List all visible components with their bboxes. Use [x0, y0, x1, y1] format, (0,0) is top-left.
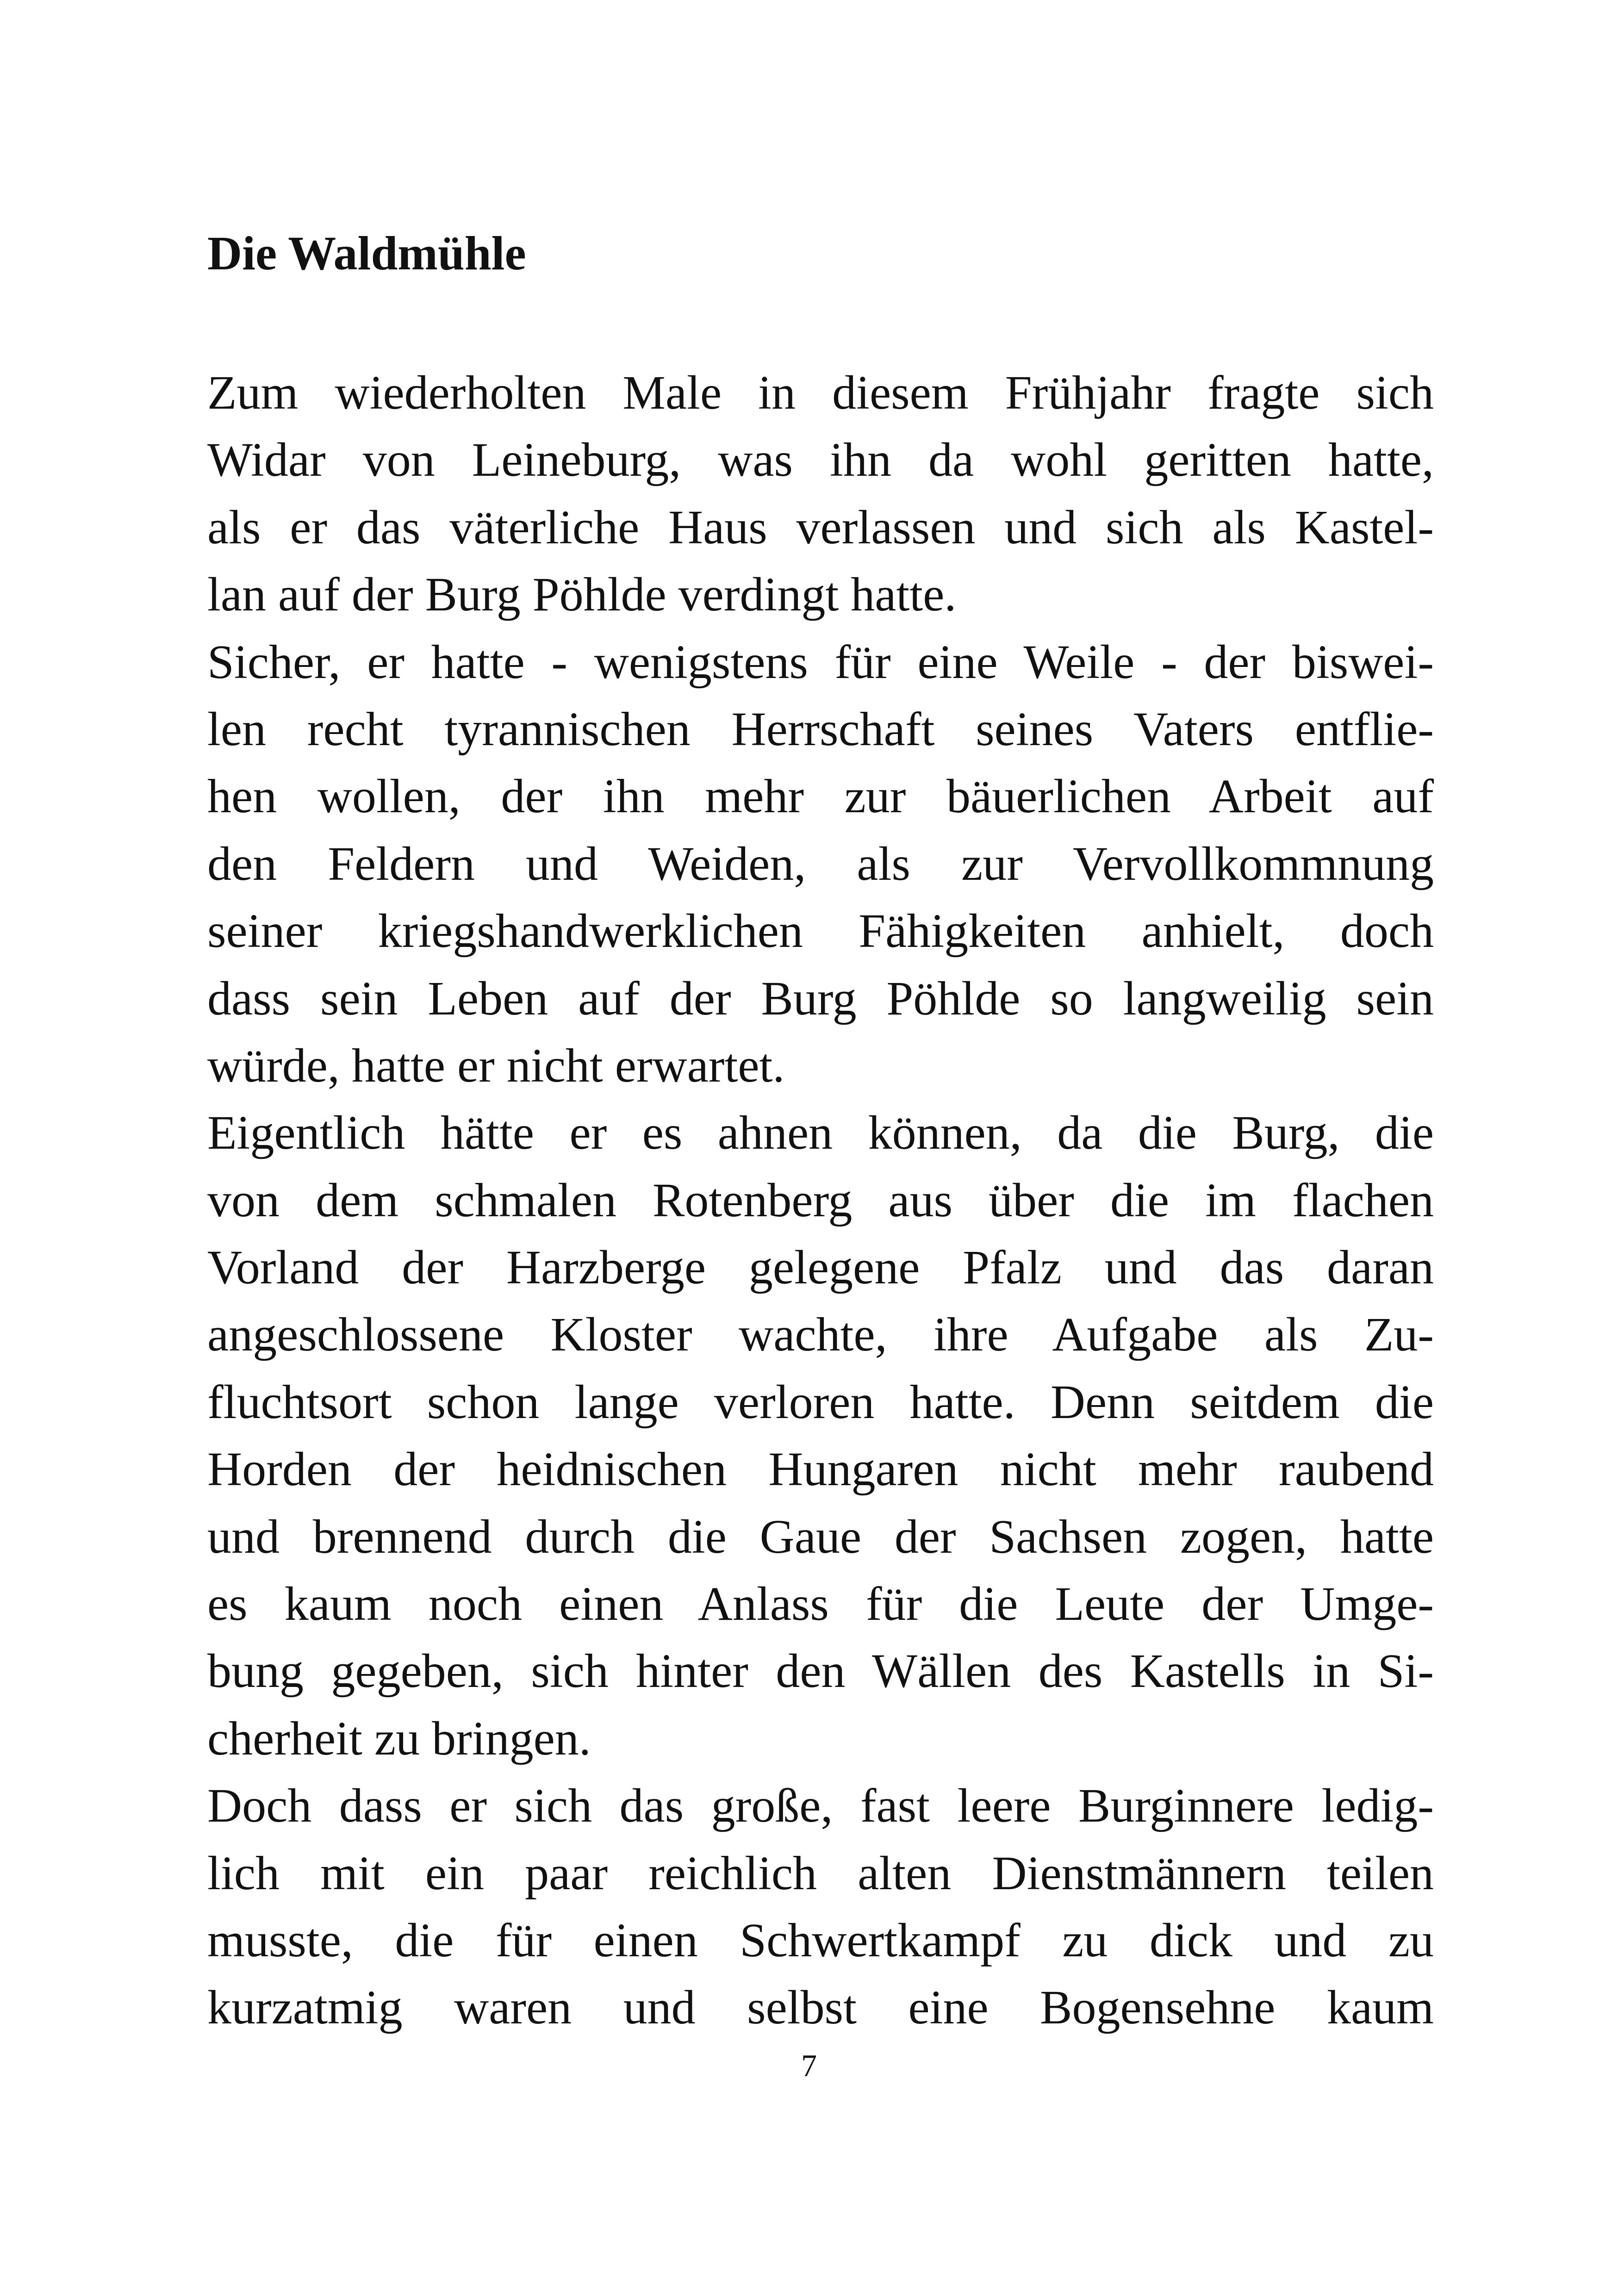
text-line: hen wollen, der ihn mehr zur bäuerlichen Arbeit auf: [207, 770, 1434, 823]
text-line: Eigentlich hätte er es ahnen können, da die Burg, die: [207, 1106, 1434, 1160]
text-line: würde, hatte er nicht erwartet.: [207, 1039, 785, 1092]
text-line: lan auf der Burg Pöhlde verdingt hatte.: [207, 568, 957, 622]
body-text: [207, 359, 1434, 2041]
text-line: Doch dass er sich das große, fast leere Burginnere ledig-: [207, 1779, 1434, 1833]
page-number: 7: [801, 2048, 817, 2083]
text-line: seiner kriegshandwerklichen Fähigkeiten anhielt, doch: [207, 904, 1434, 958]
text-line: es kaum noch einen Anlass für die Leute der Umge-: [207, 1577, 1434, 1631]
text-line: lich mit ein paar reichlich alten Dienstmännern teilen: [207, 1846, 1434, 1900]
text-line: Horden der heidnischen Hungaren nicht mehr raubend: [207, 1443, 1434, 1496]
text-line: Vorland der Harzberge gelegene Pfalz und das daran: [207, 1241, 1434, 1294]
text-line: fluchtsort schon lange verloren hatte. Denn seitdem die: [207, 1375, 1434, 1429]
text-line: als er das väterliche Haus verlassen und sich als Kastel-: [207, 500, 1434, 554]
text-line: bung gegeben, sich hinter den Wällen des Kastells in Si-: [207, 1644, 1434, 1698]
text-line: und brennend durch die Gaue der Sachsen zogen, hatte: [207, 1510, 1434, 1563]
text-line: den Feldern und Weiden, als zur Vervollkommnung: [207, 837, 1434, 890]
text-line: Widar von Leineburg, was ihn da wohl geritten hatte,: [207, 433, 1434, 487]
text-line: Zum wiederholten Male in diesem Frühjahr fragte sich: [207, 366, 1434, 419]
text-line: musste, die für einen Schwertkampf zu dick und zu: [207, 1913, 1434, 1967]
chapter-title: Die Waldmühle: [207, 227, 526, 280]
text-line: angeschlossene Kloster wachte, ihre Aufgabe als Zu-: [207, 1308, 1434, 1362]
text-line: dass sein Leben auf der Burg Pöhlde so langweilig sein: [207, 971, 1434, 1025]
text-line: Sicher, er hatte - wenigstens für eine Weile - der biswei-: [207, 635, 1434, 689]
text-line: von dem schmalen Rotenberg aus über die im flachen: [207, 1173, 1434, 1227]
text-line: cherheit zu bringen.: [207, 1711, 591, 1765]
text-line: kurzatmig waren und selbst eine Bogensehne kaum: [207, 1981, 1434, 2035]
text-line: len recht tyrannischen Herrschaft seines Vaters entflie-: [207, 702, 1434, 756]
